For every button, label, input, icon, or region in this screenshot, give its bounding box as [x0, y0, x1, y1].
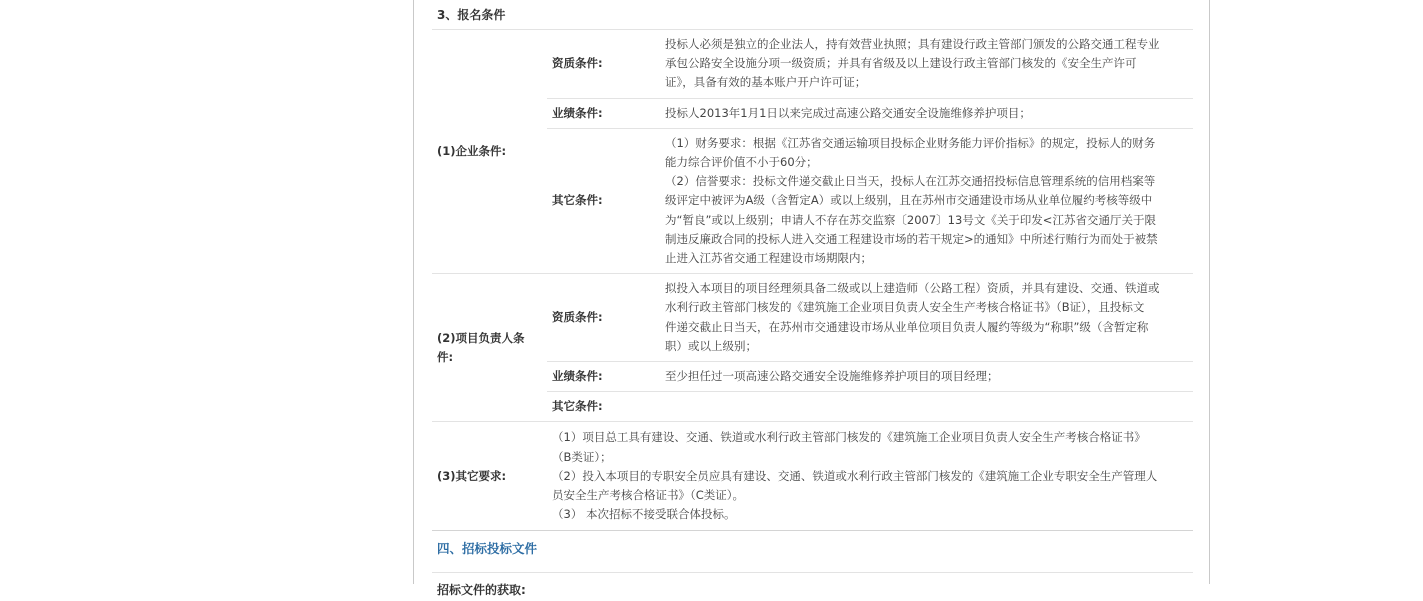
next-subheading: 招标文件的获取: [437, 583, 526, 598]
manager-other-label: 其它条件: [547, 392, 665, 422]
enterprise-qualification-label: 资质条件: [547, 30, 665, 98]
enterprise-other-row [432, 128, 1193, 273]
enterprise-qualification-value: 投标人必须是独立的企业法人，持有效营业执照；具有建设行政主管部门颁发的公路交通工程专业 承包公路安全设施分项一级资质；并具有省级及以上建设行政主管部门核发的《安全生产许可 证》，具备有效的基本账户开户许可证； [665, 30, 1193, 98]
section-heading-bidding-documents: 四、招标投标文件 [432, 531, 1193, 573]
other-requirements-value: （1）项目总工具有建设、交通、铁道或水利行政主管部门核发的《建筑施工企业项目负责人安全生产考核合格证书》 （B类证）； （2）投入本项目的专职安全员应具有建设、交通、铁道或水利行政主管部门核发的《建筑施工企业专职安全生产管理人 员安全生产考核合格证书》（C类证）。 （3） 本次招标不接受联合体投标。 [547, 422, 1193, 531]
enterprise-other-value: （1）财务要求：根据《江苏省交通运输项目投标企业财务能力评价指标》的规定，投标人的财务 能力综合评价值不小于60分； （2）信誉要求：投标文件递交截止日当天，投标人在江苏交通招投标信息管理系统的信用档案等 级评定中被评为A级（含暂定A）或以上级别，且在苏州市交通建设市场从业单位履约考核等级中 为“暂良”或以上级别；申请人不存在苏交监察〔2007〕13号文《关于印发<江苏省交通厅关于限 制违反廉政合同的投标人进入交通工程建设市场的若干规定>的通知》中所述行贿行为而处于被禁 止进入江苏省交通工程建设市场期限内； [665, 128, 1193, 273]
requirements-table [432, 30, 1193, 531]
manager-other-row [432, 392, 1193, 422]
manager-qualification-value: 拟投入本项目的项目经理须具备二级或以上建造师（公路工程）资质，并具有建设、交通、铁道或 水利行政主管部门核发的《建筑施工企业项目负责人安全生产考核合格证书》（B证），且投标文 件递交截止日当天，在苏州市交通建设市场从业单位项目负责人履约等级为“称职”级（含暂定称 职）或以上级别； [665, 274, 1193, 362]
manager-other-value [665, 392, 1193, 422]
content-area [432, 0, 1193, 599]
manager-performance-label: 业绩条件: [547, 362, 665, 392]
manager-qualification-label: 资质条件: [547, 274, 665, 362]
enterprise-performance-value: 投标人2013年1月1日以来完成过高速公路交通安全设施维修养护项目； [665, 98, 1193, 128]
manager-performance-row [432, 362, 1193, 392]
content-frame [413, 0, 1210, 598]
other-requirements-row [432, 422, 1193, 531]
enterprise-conditions-label: (1)企业条件: [432, 30, 547, 274]
manager-performance-value: 至少担任过一项高速公路交通安全设施维修养护项目的项目经理； [665, 362, 1193, 392]
enterprise-performance-row [432, 98, 1193, 128]
manager-qualification-row [432, 274, 1193, 362]
enterprise-other-label: 其它条件: [547, 128, 665, 273]
other-requirements-label: (3)其它要求: [432, 422, 547, 531]
enterprise-qualification-row [432, 30, 1193, 98]
enterprise-performance-label: 业绩条件: [547, 98, 665, 128]
manager-conditions-label: (2)项目负责人条 件: [432, 274, 547, 422]
section-heading-registration: 3、报名条件 [432, 0, 1193, 30]
